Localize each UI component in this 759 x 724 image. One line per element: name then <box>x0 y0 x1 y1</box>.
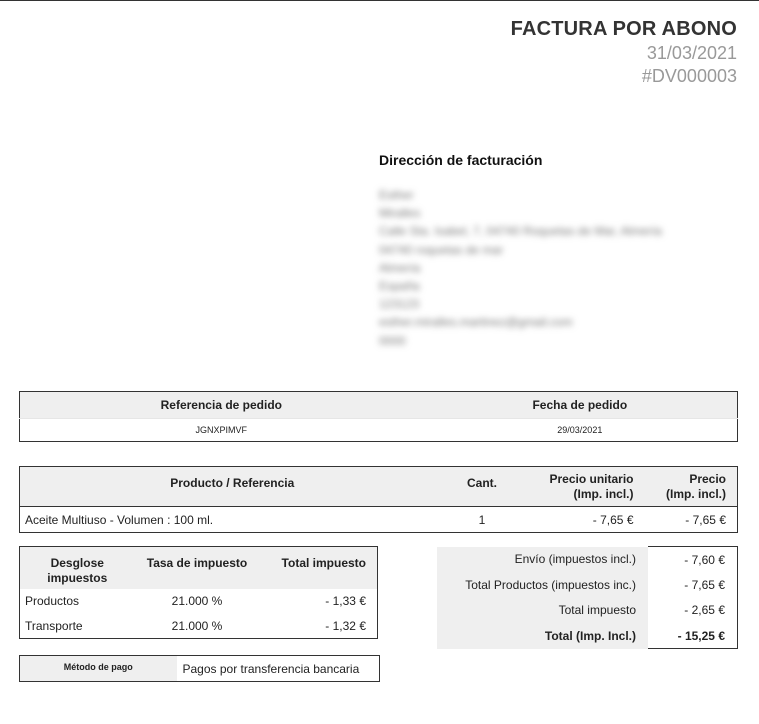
tax-row-rate: 21.000 % <box>171 594 223 608</box>
product-name: Aceite Multiuso - Volumen : 100 ml. <box>20 507 445 533</box>
totals-value: - 2,65 € <box>648 598 738 624</box>
product-column-header: Producto / Referencia <box>20 467 445 507</box>
tax-row-label: Productos <box>25 594 80 608</box>
tax-row-total: - 1,32 € <box>325 618 366 633</box>
quantity-column-header: Cant. <box>445 467 520 507</box>
billing-address-block <box>379 152 662 350</box>
products-table <box>19 466 738 533</box>
totals-row <box>437 572 738 598</box>
billing-address-line: 0000 <box>379 333 406 348</box>
billing-address-line: 04740 roquetas de mar <box>379 242 504 257</box>
totals-label: Total Productos (impuestos inc.) <box>437 572 648 598</box>
tax-breakdown-header-line: impuestos <box>47 571 108 585</box>
tax-rate-header: Tasa de impuesto <box>135 547 260 589</box>
billing-address-line: Miralles <box>379 206 421 221</box>
grand-total-value: - 15,25 € <box>648 623 738 649</box>
order-reference-value: JGNXPIMVF <box>20 419 423 442</box>
product-price: - 7,65 € <box>645 507 738 533</box>
payment-method-table <box>19 655 380 682</box>
unit-price-header-line: (Imp. incl.) <box>573 486 634 501</box>
invoice-number: #DV000003 <box>641 66 737 86</box>
tax-breakdown-header-line: Desglose <box>50 556 104 570</box>
tax-row-rate: 21.000 % <box>171 618 223 633</box>
table-row <box>20 589 378 614</box>
totals-row <box>437 547 738 573</box>
billing-address-line: Calle Sta. Isabel, 7, 04740 Roquetas de Mar, Almería <box>379 224 662 239</box>
totals-row <box>437 598 738 624</box>
billing-address-line: esther.miralles.martinez@gmail.com <box>379 315 573 330</box>
price-column-header <box>645 467 738 507</box>
order-info-table <box>19 391 738 442</box>
billing-address-line: Almería <box>379 260 421 275</box>
payment-method-label: Método de pago <box>20 656 177 682</box>
tax-breakdown-table <box>19 546 378 639</box>
invoice-date: 31/03/2021 <box>646 43 737 63</box>
product-quantity: 1 <box>445 507 520 533</box>
totals-value: - 7,65 € <box>648 572 738 598</box>
price-header-line: (Imp. incl.) <box>666 486 726 501</box>
unit-price-column-header <box>520 467 645 507</box>
price-header-line: Precio <box>689 471 726 486</box>
totals-table <box>437 546 738 649</box>
billing-address-heading: Dirección de facturación <box>379 152 543 168</box>
order-date-header: Fecha de pedido <box>423 392 738 419</box>
grand-total-row <box>437 623 738 649</box>
totals-label: Total impuesto <box>437 598 648 624</box>
billing-address-line: España <box>379 279 420 294</box>
product-unit-price: - 7,65 € <box>520 507 645 533</box>
unit-price-header-line: Precio unitario <box>549 471 634 486</box>
tax-row-label: Transporte <box>25 618 83 633</box>
totals-value: - 7,60 € <box>648 547 738 573</box>
totals-label: Envío (impuestos incl.) <box>437 547 648 573</box>
order-reference-header: Referencia de pedido <box>20 392 423 419</box>
top-border-line <box>0 0 759 1</box>
invoice-title: FACTURA POR ABONO <box>510 18 737 40</box>
order-date-value: 29/03/2021 <box>423 419 738 442</box>
invoice-header <box>511 18 737 87</box>
billing-address-line: Esther <box>379 188 414 202</box>
grand-total-label: Total (Imp. Incl.) <box>437 623 648 649</box>
payment-method-value: Pagos por transferencia bancaria <box>182 661 360 676</box>
tax-total-header: Total impuesto <box>260 547 378 589</box>
tax-row-total: - 1,33 € <box>325 594 366 608</box>
tax-breakdown-header <box>20 547 135 589</box>
table-row <box>20 614 378 639</box>
billing-address-line: 123123 <box>379 297 420 312</box>
table-row <box>20 507 738 533</box>
